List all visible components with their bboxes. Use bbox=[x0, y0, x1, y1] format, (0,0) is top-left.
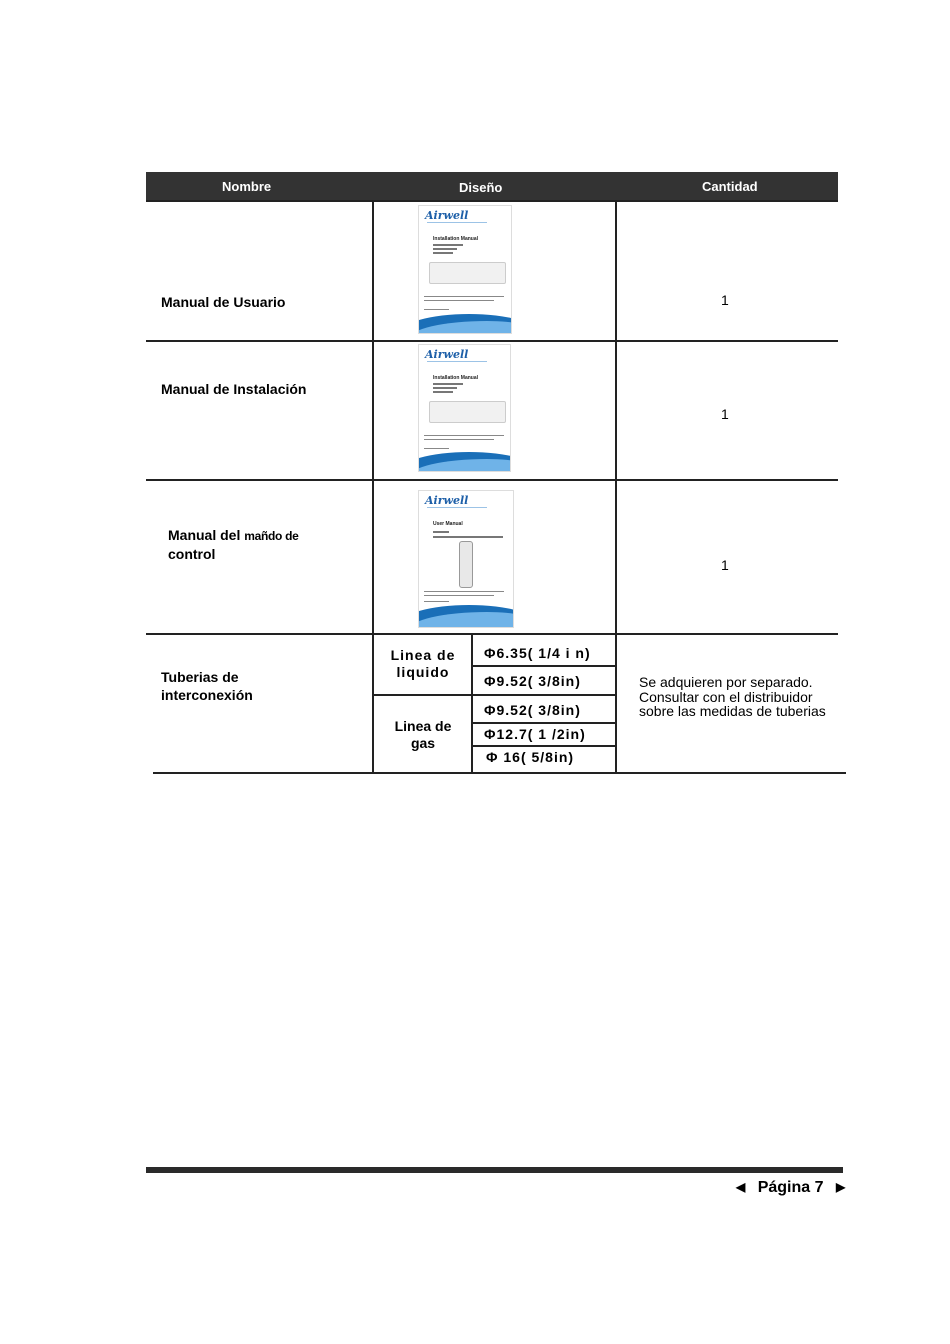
cover-title: User Manual bbox=[433, 521, 463, 527]
logo-underline bbox=[427, 507, 487, 508]
row-quantity: 1 bbox=[721, 557, 729, 573]
row-divider bbox=[153, 772, 846, 774]
label-part: liquido bbox=[396, 664, 450, 680]
label-part: Linea de bbox=[394, 718, 452, 734]
pipe-size: Φ9.52( 3/8in) bbox=[484, 673, 581, 689]
logo-underline bbox=[427, 361, 487, 362]
cell-divider bbox=[472, 665, 616, 667]
row-name-part: interconexión bbox=[161, 687, 253, 703]
row-name: Manual de Instalación bbox=[161, 381, 307, 397]
cover-subtitle-line bbox=[433, 391, 453, 393]
header-diseno: Diseño bbox=[459, 180, 503, 195]
row-name-part: Manual del bbox=[168, 527, 241, 543]
pipe-size: Φ12.7( 1 /2in) bbox=[484, 726, 586, 742]
triangle-right-icon[interactable]: ▶ bbox=[835, 1180, 846, 1194]
column-divider bbox=[615, 200, 617, 773]
page-number: Página 7 bbox=[757, 1179, 824, 1196]
row-quantity: 1 bbox=[721, 406, 729, 422]
cell-divider bbox=[472, 745, 616, 747]
pipe-size: Φ9.52( 3/8in) bbox=[484, 702, 581, 718]
note-line: sobre las medidas de tuberias bbox=[639, 703, 826, 719]
cover-text-line bbox=[424, 435, 504, 436]
installation-manual-cover-image bbox=[418, 344, 511, 472]
cover-title: Installation Manual bbox=[433, 236, 479, 242]
cover-text-line bbox=[424, 296, 504, 297]
header-nombre: Nombre bbox=[222, 179, 272, 194]
cover-subtitle-line bbox=[433, 248, 457, 250]
gas-line-label bbox=[374, 718, 472, 752]
cover-subtitle-line bbox=[433, 383, 463, 385]
row-name-part: control bbox=[168, 546, 216, 562]
row-quantity: 1 bbox=[721, 292, 729, 308]
row-name-part: Tuberias de bbox=[161, 669, 239, 685]
row-name bbox=[168, 526, 299, 563]
pipe-size: Φ 16( 5/8in) bbox=[486, 749, 575, 765]
header-cantidad: Cantidad bbox=[702, 179, 758, 194]
row-name-part: mañdo de bbox=[244, 529, 299, 543]
footer-bar bbox=[146, 1167, 843, 1173]
liquid-line-label bbox=[374, 647, 472, 681]
airwell-logo: Airwell bbox=[425, 348, 469, 361]
cover-text-line bbox=[424, 448, 449, 449]
cover-text-line bbox=[424, 591, 504, 592]
cover-text-line bbox=[424, 309, 449, 310]
row-name: Manual de Usuario bbox=[161, 294, 286, 310]
pipes-note bbox=[639, 675, 826, 719]
remote-manual-cover-image bbox=[418, 490, 514, 628]
label-part: gas bbox=[410, 735, 436, 751]
air-conditioner-image bbox=[429, 401, 506, 423]
row-divider bbox=[146, 633, 838, 635]
cell-divider bbox=[373, 694, 472, 696]
airwell-logo: Airwell bbox=[425, 494, 469, 507]
table-header bbox=[146, 172, 838, 200]
note-line: Consultar con el distribuidor bbox=[639, 688, 813, 705]
cover-text-line bbox=[424, 601, 449, 602]
row-divider bbox=[146, 479, 838, 481]
logo-underline bbox=[427, 222, 487, 223]
cover-subtitle-line bbox=[433, 387, 457, 389]
note-line: Se adquieren por separado. bbox=[639, 674, 813, 690]
column-divider bbox=[372, 200, 374, 773]
user-manual-cover-image bbox=[418, 205, 512, 334]
label-part: Linea de bbox=[390, 647, 456, 663]
pipe-size: Φ6.35( 1/4 i n) bbox=[484, 645, 591, 661]
cover-text-line bbox=[424, 595, 494, 596]
cover-subtitle-line bbox=[433, 536, 503, 538]
airwell-logo: Airwell bbox=[425, 209, 469, 222]
cover-text-line bbox=[424, 439, 494, 440]
cell-divider bbox=[472, 694, 616, 696]
cell-divider bbox=[472, 722, 616, 724]
cover-subtitle-line bbox=[433, 252, 453, 254]
cover-text-line bbox=[424, 300, 494, 301]
air-conditioner-image bbox=[429, 262, 506, 284]
row-divider bbox=[146, 340, 838, 342]
row-divider bbox=[146, 200, 838, 202]
remote-control-image bbox=[459, 541, 473, 588]
cover-subtitle-line bbox=[433, 244, 463, 246]
cover-subtitle-line bbox=[433, 531, 449, 533]
row-name bbox=[161, 668, 253, 704]
pager bbox=[736, 1179, 845, 1197]
triangle-left-icon[interactable]: ◀ bbox=[736, 1180, 746, 1194]
cover-title: Installation Manual bbox=[433, 375, 479, 381]
